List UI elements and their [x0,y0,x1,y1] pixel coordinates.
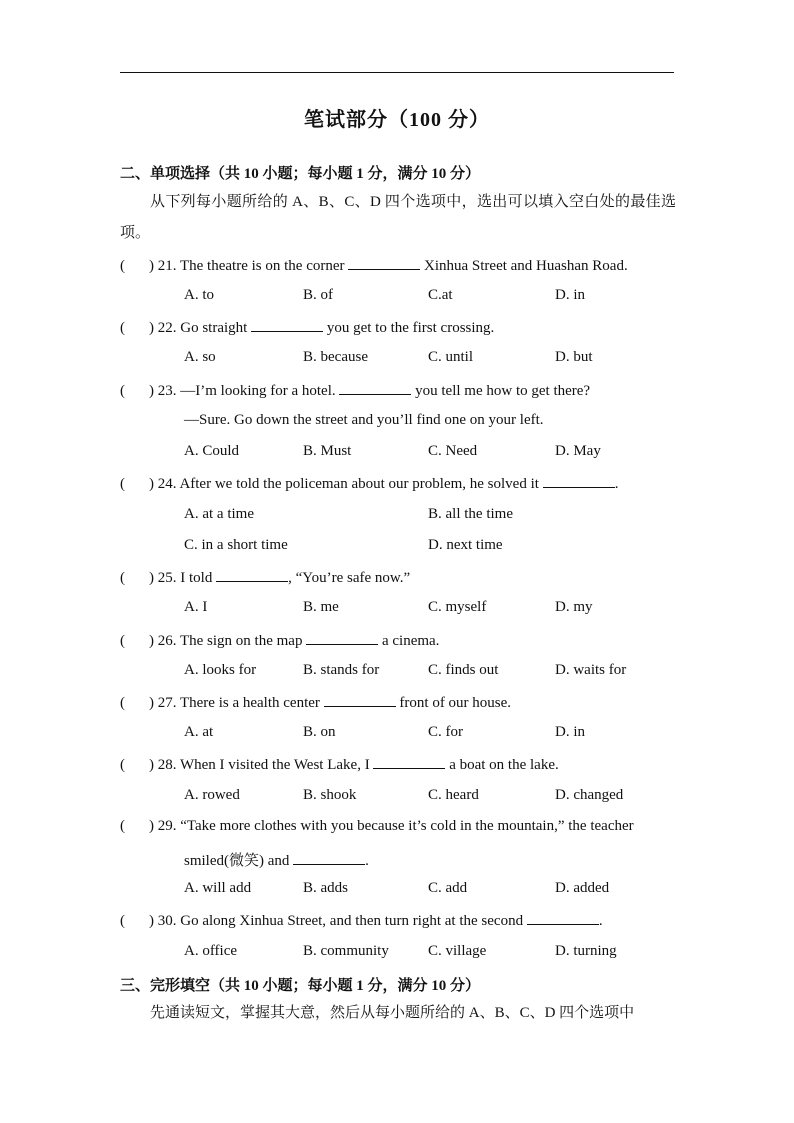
question-text: you get to the first crossing. [326,320,495,336]
answer-paren: ( [120,383,125,399]
option-d: D. waits for [555,662,627,678]
option-a: A. to [184,287,214,303]
question-25 [120,568,680,587]
option-d: D. May [555,443,601,459]
question-number: ) 23. [149,383,177,399]
answer-blank [306,631,378,645]
question-29 [120,818,680,835]
question-text: Xinhua Street and Huashan Road. [424,258,628,274]
question-text: Go along Xinhua Street, and then turn right at the second [180,913,524,929]
option-c: C. for [428,724,463,740]
answer-paren: ( [120,695,125,711]
answer-blank [293,851,365,865]
option-d: D. changed [555,787,624,803]
option-c: C. until [428,349,474,365]
question-text: —I’m looking for a hotel. [180,383,336,399]
section-heading-cloze: 三、完形填空（共 10 小题；每小题 1 分，满分 10 分） [120,978,481,994]
question-number: ) 29. [149,818,177,834]
option-a: A. I [184,599,208,615]
option-d: D. in [555,287,585,303]
section-heading-single-choice: 二、单项选择（共 10 小题；每小题 1 分，满分 10 分） [120,166,481,182]
question-text: The sign on the map [179,633,303,649]
option-a: A. Could [184,443,240,459]
option-a: A. looks for [184,662,257,678]
question-text: you tell me how to get there? [415,383,591,399]
section-instruction-cloze: 先通读短文，掌握其大意，然后从每小题所给的 A、B、C、D 四个选项中 [150,1005,635,1021]
option-c: C. finds out [428,662,499,678]
answer-paren: ( [120,570,125,586]
question-text: , “You’re safe now.” [288,570,411,586]
answer-blank [373,755,445,769]
answer-paren: ( [120,476,125,492]
option-b: B. me [303,599,339,615]
question-text: . [365,853,369,869]
question-30 [120,911,680,930]
option-c: C. heard [428,787,479,803]
question-number: ) 30. [149,913,177,929]
option-b: B. all the time [428,506,513,522]
question-28 [120,755,680,774]
question-text: smiled(微笑) and [184,853,290,869]
option-a: A. rowed [184,787,240,803]
question-text: . [598,913,603,929]
option-a: A. will add [184,880,252,896]
answer-blank [251,318,323,332]
option-c: C. in a short time [184,537,288,553]
question-text: . [614,476,619,492]
answer-paren: ( [120,757,125,773]
question-23 [120,381,680,400]
option-c: C.at [428,287,453,303]
question-text: The theatre is on the corner [179,258,345,274]
option-d: D. next time [428,537,503,553]
answer-blank [543,474,615,488]
option-d: D. turning [555,943,617,959]
option-c: C. myself [428,599,487,615]
option-b: B. stands for [303,662,380,678]
question-text-continued [184,849,369,870]
question-number: ) 26. [149,633,177,649]
option-a: A. at [184,724,214,740]
answer-blank [339,381,411,395]
question-text: I told [180,570,213,586]
option-c: C. Need [428,443,478,459]
question-number: ) 28. [149,757,177,773]
question-26 [120,631,680,650]
option-b: B. because [303,349,368,365]
section-instruction-single-choice: 从下列每小题所给的 A、B、C、D 四个选项中，选出可以填入空白处的最佳选项。 [120,194,676,241]
question-number: ) 27. [149,695,177,711]
question-number: ) 25. [149,570,177,586]
question-number: ) 21. [149,258,177,274]
option-b: B. on [303,724,336,740]
page-title: 笔试部分（100 分） [304,109,490,131]
question-text: After we told the policeman about our problem, he solved it [179,476,539,492]
option-a: A. so [184,349,216,365]
option-d: D. in [555,724,585,740]
option-d: D. my [555,599,593,615]
answer-paren: ( [120,818,125,834]
option-b: B. of [303,287,333,303]
question-number: ) 22. [149,320,177,336]
answer-blank [527,911,599,925]
answer-paren: ( [120,913,125,929]
option-b: B. shook [303,787,357,803]
option-c: C. add [428,880,468,896]
option-b: B. community [303,943,389,959]
answer-paren: ( [120,633,125,649]
option-a: A. office [184,943,238,959]
question-text: “Take more clothes with you because it’s cold in the mountain,” the teacher [180,818,634,834]
question-text: a cinema. [381,633,440,649]
answer-blank [324,693,396,707]
option-c: C. village [428,943,487,959]
option-d: D. added [555,880,610,896]
question-text-continued: —Sure. Go down the street and you’ll find one on your left. [184,412,544,428]
question-text: front of our house. [399,695,512,711]
question-21 [120,256,680,275]
answer-blank [348,256,420,270]
option-b: B. adds [303,880,348,896]
option-b: B. Must [303,443,352,459]
header-rule [120,72,674,73]
option-a: A. at a time [184,506,254,522]
question-22 [120,318,680,337]
option-d: D. but [555,349,593,365]
answer-paren: ( [120,258,125,274]
question-number: ) 24. [149,476,177,492]
answer-blank [216,568,288,582]
question-24 [120,474,680,493]
question-text: Go straight [180,320,248,336]
answer-paren: ( [120,320,125,336]
question-27 [120,693,680,712]
question-text: When I visited the West Lake, I [179,757,370,773]
question-text: There is a health center [179,695,320,711]
question-text: a boat on the lake. [449,757,559,773]
